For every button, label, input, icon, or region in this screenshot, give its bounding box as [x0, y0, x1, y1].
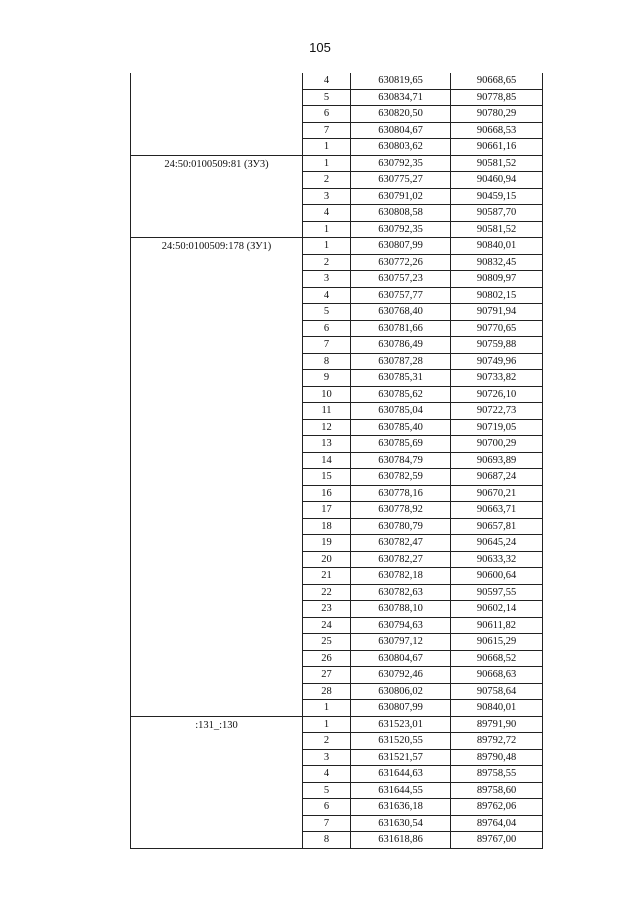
x-coordinate-cell: 630792,35	[351, 221, 451, 238]
x-coordinate-cell: 630792,46	[351, 667, 451, 684]
point-number-cell: 7	[303, 815, 351, 832]
x-coordinate-cell: 630787,28	[351, 353, 451, 370]
point-number-cell: 1	[303, 221, 351, 238]
y-coordinate-cell: 89758,55	[451, 766, 543, 783]
y-coordinate-cell: 90661,16	[451, 139, 543, 156]
x-coordinate-cell: 630819,65	[351, 73, 451, 89]
point-number-cell: 1	[303, 700, 351, 717]
y-coordinate-cell: 90668,63	[451, 667, 543, 684]
y-coordinate-cell: 90759,88	[451, 337, 543, 354]
y-coordinate-cell: 90645,24	[451, 535, 543, 552]
x-coordinate-cell: 631520,55	[351, 733, 451, 750]
x-coordinate-cell: 630792,35	[351, 155, 451, 172]
x-coordinate-cell: 630782,63	[351, 584, 451, 601]
y-coordinate-cell: 90778,85	[451, 89, 543, 106]
point-number-cell: 28	[303, 683, 351, 700]
y-coordinate-cell: 90657,81	[451, 518, 543, 535]
point-number-cell: 3	[303, 271, 351, 288]
point-number-cell: 5	[303, 782, 351, 799]
point-number-cell: 3	[303, 188, 351, 205]
y-coordinate-cell: 90802,15	[451, 287, 543, 304]
x-coordinate-cell: 631644,63	[351, 766, 451, 783]
y-coordinate-cell: 90633,32	[451, 551, 543, 568]
y-coordinate-cell: 90668,65	[451, 73, 543, 89]
y-coordinate-cell: 90615,29	[451, 634, 543, 651]
y-coordinate-cell: 90840,01	[451, 700, 543, 717]
y-coordinate-cell: 89758,60	[451, 782, 543, 799]
point-number-cell: 19	[303, 535, 351, 552]
x-coordinate-cell: 630757,77	[351, 287, 451, 304]
x-coordinate-cell: 630797,12	[351, 634, 451, 651]
table-row	[131, 73, 543, 89]
point-number-cell: 21	[303, 568, 351, 585]
x-coordinate-cell: 630794,63	[351, 617, 451, 634]
x-coordinate-cell: 630784,79	[351, 452, 451, 469]
point-number-cell: 23	[303, 601, 351, 618]
y-coordinate-cell: 90791,94	[451, 304, 543, 321]
coordinates-table-body	[131, 73, 543, 848]
y-coordinate-cell: 89764,04	[451, 815, 543, 832]
point-number-cell: 9	[303, 370, 351, 387]
point-number-cell: 15	[303, 469, 351, 486]
x-coordinate-cell: 630782,27	[351, 551, 451, 568]
point-number-cell: 3	[303, 749, 351, 766]
point-number-cell: 8	[303, 353, 351, 370]
x-coordinate-cell: 630807,99	[351, 238, 451, 255]
point-number-cell: 16	[303, 485, 351, 502]
point-number-cell: 12	[303, 419, 351, 436]
x-coordinate-cell: 631630,54	[351, 815, 451, 832]
y-coordinate-cell: 90780,29	[451, 106, 543, 123]
x-coordinate-cell: 630781,66	[351, 320, 451, 337]
y-coordinate-cell: 90597,55	[451, 584, 543, 601]
point-number-cell: 13	[303, 436, 351, 453]
y-coordinate-cell: 90700,29	[451, 436, 543, 453]
y-coordinate-cell: 90587,70	[451, 205, 543, 222]
x-coordinate-cell: 631523,01	[351, 716, 451, 733]
y-coordinate-cell: 89791,90	[451, 716, 543, 733]
x-coordinate-cell: 630808,58	[351, 205, 451, 222]
point-number-cell: 11	[303, 403, 351, 420]
y-coordinate-cell: 90668,52	[451, 650, 543, 667]
point-number-cell: 1	[303, 139, 351, 156]
point-number-cell: 1	[303, 238, 351, 255]
point-number-cell: 5	[303, 304, 351, 321]
y-coordinate-cell: 90663,71	[451, 502, 543, 519]
y-coordinate-cell: 90749,96	[451, 353, 543, 370]
y-coordinate-cell: 90719,05	[451, 419, 543, 436]
point-number-cell: 5	[303, 89, 351, 106]
point-number-cell: 10	[303, 386, 351, 403]
point-number-cell: 22	[303, 584, 351, 601]
x-coordinate-cell: 630807,99	[351, 700, 451, 717]
point-number-cell: 25	[303, 634, 351, 651]
parcel-id-cell: :131_:130	[131, 716, 303, 848]
table-row	[131, 716, 543, 733]
x-coordinate-cell: 630806,02	[351, 683, 451, 700]
y-coordinate-cell: 90460,94	[451, 172, 543, 189]
point-number-cell: 4	[303, 766, 351, 783]
y-coordinate-cell: 90581,52	[451, 155, 543, 172]
point-number-cell: 20	[303, 551, 351, 568]
x-coordinate-cell: 630775,27	[351, 172, 451, 189]
page-number: 105	[309, 40, 331, 55]
x-coordinate-cell: 630785,04	[351, 403, 451, 420]
x-coordinate-cell: 630788,10	[351, 601, 451, 618]
point-number-cell: 17	[303, 502, 351, 519]
y-coordinate-cell: 90758,64	[451, 683, 543, 700]
point-number-cell: 6	[303, 106, 351, 123]
point-number-cell: 2	[303, 254, 351, 271]
y-coordinate-cell: 90809,97	[451, 271, 543, 288]
point-number-cell: 2	[303, 172, 351, 189]
y-coordinate-cell: 90581,52	[451, 221, 543, 238]
point-number-cell: 18	[303, 518, 351, 535]
x-coordinate-cell: 630778,92	[351, 502, 451, 519]
point-number-cell: 6	[303, 799, 351, 816]
point-number-cell: 26	[303, 650, 351, 667]
parcel-id-cell	[131, 73, 303, 155]
x-coordinate-cell: 630757,23	[351, 271, 451, 288]
x-coordinate-cell: 630804,67	[351, 122, 451, 139]
point-number-cell: 4	[303, 287, 351, 304]
y-coordinate-cell: 90668,53	[451, 122, 543, 139]
x-coordinate-cell: 630768,40	[351, 304, 451, 321]
x-coordinate-cell: 630782,18	[351, 568, 451, 585]
x-coordinate-cell: 630834,71	[351, 89, 451, 106]
y-coordinate-cell: 90722,73	[451, 403, 543, 420]
point-number-cell: 14	[303, 452, 351, 469]
x-coordinate-cell: 631521,57	[351, 749, 451, 766]
y-coordinate-cell: 89762,06	[451, 799, 543, 816]
x-coordinate-cell: 630786,49	[351, 337, 451, 354]
x-coordinate-cell: 631636,18	[351, 799, 451, 816]
table-row	[131, 238, 543, 255]
x-coordinate-cell: 630785,62	[351, 386, 451, 403]
x-coordinate-cell: 631618,86	[351, 832, 451, 849]
y-coordinate-cell: 90693,89	[451, 452, 543, 469]
point-number-cell: 7	[303, 122, 351, 139]
coordinates-table	[130, 73, 543, 849]
x-coordinate-cell: 630804,67	[351, 650, 451, 667]
parcel-id-cell: 24:50:0100509:178 (ЗУ1)	[131, 238, 303, 717]
point-number-cell: 7	[303, 337, 351, 354]
y-coordinate-cell: 90726,10	[451, 386, 543, 403]
x-coordinate-cell: 630785,40	[351, 419, 451, 436]
point-number-cell: 24	[303, 617, 351, 634]
y-coordinate-cell: 90840,01	[451, 238, 543, 255]
x-coordinate-cell: 630782,47	[351, 535, 451, 552]
x-coordinate-cell: 630780,79	[351, 518, 451, 535]
x-coordinate-cell: 630820,50	[351, 106, 451, 123]
y-coordinate-cell: 90670,21	[451, 485, 543, 502]
x-coordinate-cell: 630785,31	[351, 370, 451, 387]
point-number-cell: 27	[303, 667, 351, 684]
point-number-cell: 8	[303, 832, 351, 849]
y-coordinate-cell: 90770,65	[451, 320, 543, 337]
x-coordinate-cell: 630782,59	[351, 469, 451, 486]
x-coordinate-cell: 630778,16	[351, 485, 451, 502]
point-number-cell: 2	[303, 733, 351, 750]
y-coordinate-cell: 90733,82	[451, 370, 543, 387]
y-coordinate-cell: 90832,45	[451, 254, 543, 271]
x-coordinate-cell: 631644,55	[351, 782, 451, 799]
x-coordinate-cell: 630772,26	[351, 254, 451, 271]
point-number-cell: 1	[303, 155, 351, 172]
y-coordinate-cell: 89790,48	[451, 749, 543, 766]
x-coordinate-cell: 630803,62	[351, 139, 451, 156]
table-row	[131, 155, 543, 172]
y-coordinate-cell: 90687,24	[451, 469, 543, 486]
y-coordinate-cell: 90602,14	[451, 601, 543, 618]
y-coordinate-cell: 89767,00	[451, 832, 543, 849]
y-coordinate-cell: 90459,15	[451, 188, 543, 205]
parcel-id-cell: 24:50:0100509:81 (ЗУ3)	[131, 155, 303, 238]
point-number-cell: 4	[303, 73, 351, 89]
point-number-cell: 6	[303, 320, 351, 337]
point-number-cell: 4	[303, 205, 351, 222]
y-coordinate-cell: 90600,64	[451, 568, 543, 585]
x-coordinate-cell: 630785,69	[351, 436, 451, 453]
y-coordinate-cell: 89792,72	[451, 733, 543, 750]
point-number-cell: 1	[303, 716, 351, 733]
x-coordinate-cell: 630791,02	[351, 188, 451, 205]
y-coordinate-cell: 90611,82	[451, 617, 543, 634]
